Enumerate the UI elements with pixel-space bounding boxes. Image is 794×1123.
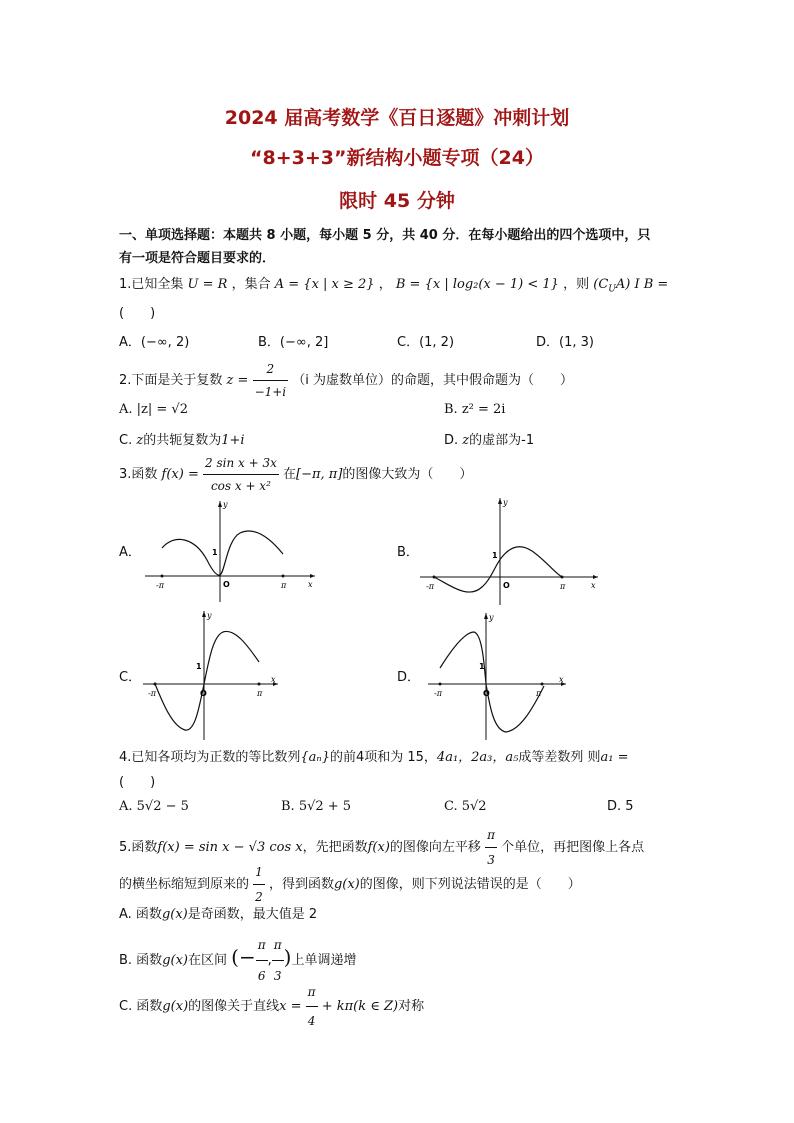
q2-frac-den: −1+i bbox=[254, 385, 287, 399]
one-label: 1 bbox=[212, 548, 218, 557]
q1-sep: ， bbox=[378, 277, 392, 292]
q4-text-c: 成等差数列 则 bbox=[518, 750, 601, 765]
q5-optc-d: 4 bbox=[307, 1014, 316, 1028]
y-label: y bbox=[503, 498, 508, 507]
y-label: y bbox=[489, 613, 494, 622]
time-limit: 限时 45 分钟 bbox=[339, 190, 455, 212]
q5-option-c bbox=[119, 978, 424, 1035]
q5-line2-b: ，得到函数 bbox=[268, 877, 334, 892]
q2-optc-z: z bbox=[136, 433, 144, 448]
origin-label: O bbox=[200, 689, 207, 698]
q5-optb-comma: , bbox=[267, 953, 272, 968]
q5-text-a: 5.函数 bbox=[119, 840, 158, 855]
q3-text-b: 在 bbox=[282, 467, 296, 482]
q3-frac-den: cos x + x² bbox=[210, 479, 271, 493]
q5-option-a bbox=[119, 903, 317, 922]
q4-option-d: D. 5 bbox=[607, 799, 634, 814]
q2-optd-text: 的虚部为-1 bbox=[469, 433, 535, 448]
q5-text-c: 的图像向左平移 bbox=[389, 840, 481, 855]
q5-optc-n: π bbox=[306, 978, 318, 1007]
q5-shift-den: 3 bbox=[487, 853, 495, 867]
pi-label: π bbox=[536, 689, 542, 698]
page-title: 2024 届高考数学《百日逐题》冲刺计划 bbox=[224, 107, 570, 129]
tick-negpi bbox=[154, 683, 157, 686]
q5-half-fraction bbox=[253, 860, 265, 909]
y-label: y bbox=[207, 611, 212, 620]
q4-sequence: {aₙ} bbox=[300, 750, 330, 765]
q5-optb-n1: π bbox=[256, 930, 268, 961]
q5-f-def: f(x) = sin x − √3 cos x bbox=[157, 840, 303, 855]
x-arrow-icon bbox=[310, 574, 315, 578]
q1-expression bbox=[593, 277, 669, 295]
origin-label: O bbox=[223, 580, 230, 589]
q1-text-c: ，则 bbox=[563, 277, 590, 292]
q1-option-d: D．(1, 3) bbox=[536, 335, 594, 350]
q3-interval: [−π, π] bbox=[296, 467, 343, 482]
q1-expr-b: A) I B = bbox=[615, 277, 669, 292]
one-label: 1 bbox=[492, 551, 498, 560]
q3-frac-num: 2 sin x + 3x bbox=[203, 452, 279, 475]
negpi-label: -π bbox=[434, 689, 442, 698]
q5-text-d: 个单位，再把图像上各点 bbox=[501, 840, 645, 855]
q5-optb-d2: 3 bbox=[273, 969, 282, 983]
q2-optc-value: 1+i bbox=[221, 433, 245, 448]
question-1-stem bbox=[119, 276, 668, 299]
origin-label: O bbox=[503, 581, 510, 590]
q2-option-a: A. |z| = √2 bbox=[119, 402, 188, 417]
curve bbox=[440, 632, 544, 732]
question-2-stem bbox=[119, 358, 573, 403]
q3-fraction bbox=[203, 452, 279, 497]
x-label: x bbox=[271, 675, 276, 684]
q4-terms: 4a₁，2a₃，a₅ bbox=[436, 750, 519, 765]
q5-f: f(x) bbox=[367, 840, 390, 855]
q2-frac-num: 2 bbox=[253, 358, 289, 381]
q1-option-c: C．(1, 2) bbox=[397, 335, 455, 350]
q1-expr-sub: U bbox=[608, 284, 616, 295]
origin-label: O bbox=[483, 689, 490, 698]
pi-label: π bbox=[257, 689, 263, 698]
q5-optb-n2: π bbox=[272, 930, 284, 961]
q3-option-c-label: C． bbox=[119, 670, 142, 685]
tick-negpi bbox=[161, 575, 164, 578]
q1-text-b: ，集合 bbox=[231, 277, 271, 292]
q5-half-num: 1 bbox=[253, 860, 265, 885]
x-label: x bbox=[308, 580, 313, 589]
pi-label: π bbox=[560, 582, 566, 591]
q3-graph-d bbox=[428, 610, 578, 742]
curve bbox=[434, 547, 562, 592]
q1-set-b: B = {x | log₂(x − 1) < 1} bbox=[395, 277, 559, 292]
q3-text-c: 的图像大致为（ ） bbox=[342, 467, 473, 482]
q4-a1: a₁ = bbox=[600, 750, 629, 765]
section-instructions-line1: 一、单项选择题：本题共 8 小题，每小题 5 分，共 40 分．在每小题给出的四个选项中，只 bbox=[119, 228, 651, 243]
q1-universal-set: U = R bbox=[187, 277, 228, 292]
q1-text-a: 1.已知全集 bbox=[119, 277, 184, 292]
q2-option-c bbox=[119, 429, 245, 448]
q4-option-b: B. 5√2 + 5 bbox=[281, 799, 352, 814]
tick-negpi bbox=[433, 576, 436, 579]
q5-optb-d1: 6 bbox=[257, 969, 266, 983]
q3-option-d-label: D． bbox=[397, 670, 421, 685]
q5-optb-text2: 上单调递增 bbox=[291, 953, 357, 968]
q3-option-b-label: B． bbox=[397, 545, 419, 560]
q5-optb-paren-left: (− bbox=[231, 945, 256, 969]
q5-opta-g: g(x) bbox=[161, 907, 188, 922]
q5-text-b: ，先把函数 bbox=[302, 840, 368, 855]
q5-optc-text: 的图像关于直线 bbox=[188, 999, 280, 1014]
q5-optb-text: 在区间 bbox=[187, 953, 227, 968]
q3-f-eq: f(x) = bbox=[161, 467, 199, 482]
q2-z-eq: z = bbox=[226, 373, 249, 388]
q5-optc-text2: 对称 bbox=[398, 999, 425, 1014]
page-subtitle: “8+3+3”新结构小题专项（24） bbox=[250, 147, 544, 169]
x-label: x bbox=[559, 675, 564, 684]
q3-graph-a bbox=[145, 498, 325, 608]
q2-optc-label: C. bbox=[119, 433, 133, 448]
q5-optc-label: C. 函数 bbox=[119, 999, 163, 1014]
q5-optc-frac bbox=[306, 978, 318, 1035]
q2-optc-text: 的共轭复数为 bbox=[143, 433, 222, 448]
section-instructions-line2: 有一项是符合题目要求的． bbox=[119, 251, 276, 266]
q4-option-c: C. 5√2 bbox=[444, 799, 487, 814]
q5-optb-g: g(x) bbox=[162, 953, 188, 968]
x-arrow-icon bbox=[593, 575, 598, 579]
q3-graph-c bbox=[143, 608, 288, 743]
q3-text-a: 3.函数 bbox=[119, 467, 158, 482]
q5-optb-label: B. 函数 bbox=[119, 953, 163, 968]
q2-text-b: （i 为虚数单位）的命题，其中假命题为（ ） bbox=[292, 373, 574, 388]
y-arrow-icon bbox=[498, 498, 502, 504]
y-arrow-icon bbox=[202, 611, 206, 617]
q3-graph-b bbox=[420, 495, 610, 607]
pi-label: π bbox=[281, 581, 287, 590]
q2-text-a: 2.下面是关于复数 bbox=[119, 373, 223, 388]
tick-negpi bbox=[439, 683, 442, 686]
tick-pi bbox=[282, 575, 285, 578]
q4-text-b: 的前4项和为 15， bbox=[329, 750, 437, 765]
question-5-stem-line2 bbox=[119, 860, 581, 909]
curve bbox=[162, 531, 283, 575]
negpi-label: -π bbox=[156, 581, 164, 590]
q4-text-a: 4.已知各项均为正数的等比数列 bbox=[119, 750, 301, 765]
q2-optd-z: z bbox=[462, 433, 470, 448]
y-label: y bbox=[223, 500, 228, 509]
negpi-label: -π bbox=[426, 582, 434, 591]
q4-answer-paren: ( ) bbox=[119, 775, 156, 790]
y-arrow-icon bbox=[218, 501, 222, 507]
q5-optc-rest: + kπ(k ∈ Z) bbox=[321, 999, 399, 1014]
question-3-stem bbox=[119, 452, 472, 497]
q3-option-a-label: A． bbox=[119, 545, 141, 560]
tick-pi bbox=[561, 576, 564, 579]
q5-opta-label: A. 函数 bbox=[119, 907, 162, 922]
q2-fraction bbox=[253, 358, 289, 403]
q5-half-den: 2 bbox=[255, 890, 263, 904]
q1-expr-a: (C bbox=[593, 277, 609, 292]
q5-optb-paren-right: ) bbox=[283, 945, 292, 969]
tick-pi bbox=[541, 683, 544, 686]
one-label: 1 bbox=[196, 662, 202, 671]
q5-line2-c: 的图像，则下列说法错误的是（ ） bbox=[359, 877, 581, 892]
q5-g: g(x) bbox=[333, 877, 360, 892]
tick-pi bbox=[258, 683, 261, 686]
y-arrow-icon bbox=[484, 613, 488, 619]
q2-optd-label: D. bbox=[444, 433, 459, 448]
q1-option-a: A．(−∞, 2) bbox=[119, 335, 190, 350]
q5-opta-text: 是奇函数，最大值是 2 bbox=[187, 907, 318, 922]
q5-shift-num: π bbox=[485, 823, 497, 848]
q1-set-a: A = {x | x ≥ 2} bbox=[274, 277, 375, 292]
q2-option-b: B. z² = 2i bbox=[444, 402, 506, 417]
negpi-label: -π bbox=[148, 689, 156, 698]
q1-option-b: B．(−∞, 2] bbox=[258, 335, 329, 350]
x-label: x bbox=[591, 581, 596, 590]
q5-optc-g: g(x) bbox=[162, 999, 189, 1014]
curve bbox=[155, 631, 259, 730]
one-label: 1 bbox=[479, 662, 485, 671]
q4-option-a: A. 5√2 − 5 bbox=[119, 799, 189, 814]
q5-optc-x: x = bbox=[279, 999, 302, 1014]
q1-answer-paren: ( ) bbox=[119, 306, 156, 321]
q2-option-d bbox=[444, 429, 534, 448]
question-4-stem bbox=[119, 749, 629, 767]
q5-line2-a: 的横坐标缩短到原来的 bbox=[119, 877, 250, 892]
